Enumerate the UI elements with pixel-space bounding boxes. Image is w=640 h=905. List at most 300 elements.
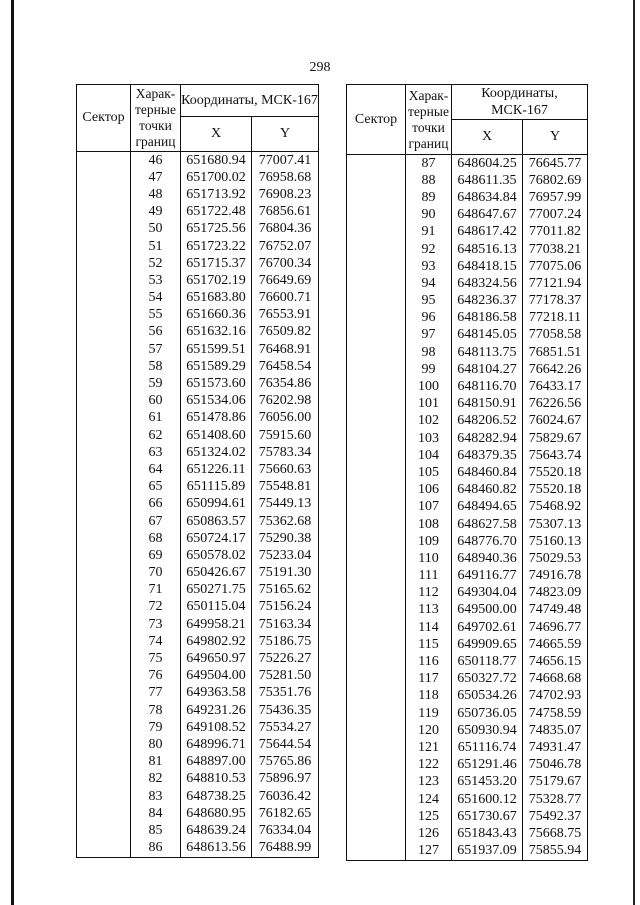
y-coordinate-cell: 75468.92	[523, 499, 588, 516]
y-coordinate-cell: 74656.15	[523, 653, 588, 670]
point-number-cell: 84	[131, 805, 181, 822]
table-row	[77, 238, 319, 255]
y-coordinate-cell: 76433.17	[523, 378, 588, 395]
coordinates-table-right	[346, 84, 588, 861]
point-number-cell: 117	[406, 671, 452, 688]
y-coordinate-cell: 74749.48	[523, 602, 588, 619]
point-number-cell: 95	[406, 293, 452, 310]
table-row	[347, 550, 588, 567]
x-coordinate-cell: 651599.51	[181, 341, 252, 358]
table-row	[77, 668, 319, 685]
x-coordinate-cell: 648379.35	[452, 447, 523, 464]
y-coordinate-cell: 76553.91	[252, 307, 319, 324]
y-coordinate-cell: 75436.35	[252, 702, 319, 719]
point-number-cell: 106	[406, 482, 452, 499]
point-number-cell: 57	[131, 341, 181, 358]
x-coordinate-cell: 651226.11	[181, 461, 252, 478]
y-coordinate-cell: 76700.34	[252, 255, 319, 272]
sector-cell	[347, 843, 406, 861]
sector-cell	[347, 705, 406, 722]
x-coordinate-cell: 648940.36	[452, 550, 523, 567]
x-coordinate-cell: 650994.61	[181, 496, 252, 513]
sector-cell	[77, 461, 131, 478]
table-row	[77, 685, 319, 702]
table-row	[347, 344, 588, 361]
x-coordinate-cell: 648104.27	[452, 361, 523, 378]
x-coordinate-cell: 648516.13	[452, 241, 523, 258]
table-row	[347, 447, 588, 464]
y-coordinate-cell: 76804.36	[252, 221, 319, 238]
table-row	[347, 241, 588, 258]
point-number-cell: 72	[131, 599, 181, 616]
point-number-cell: 93	[406, 258, 452, 275]
table-row	[347, 671, 588, 688]
sector-cell	[77, 822, 131, 839]
point-number-cell: 105	[406, 464, 452, 481]
table-row	[347, 189, 588, 206]
x-coordinate-cell: 650930.94	[452, 722, 523, 739]
y-coordinate-cell: 75156.24	[252, 599, 319, 616]
sector-cell	[77, 169, 131, 186]
x-coordinate-cell: 648776.70	[452, 533, 523, 550]
sector-cell	[347, 396, 406, 413]
x-coordinate-cell: 649958.21	[181, 616, 252, 633]
y-coordinate-cell: 76856.61	[252, 204, 319, 221]
point-number-cell: 76	[131, 668, 181, 685]
sector-cell	[77, 358, 131, 375]
point-number-cell: 92	[406, 241, 452, 258]
point-number-cell: 114	[406, 619, 452, 636]
y-coordinate-cell: 76056.00	[252, 410, 319, 427]
point-number-cell: 97	[406, 327, 452, 344]
point-number-cell: 89	[406, 189, 452, 206]
x-coordinate-cell: 648604.25	[452, 155, 523, 173]
table-body-right	[347, 155, 588, 861]
point-number-cell: 109	[406, 533, 452, 550]
sector-cell	[77, 272, 131, 289]
table-row	[77, 272, 319, 289]
point-number-cell: 123	[406, 774, 452, 791]
table-row	[347, 310, 588, 327]
boundary-points-header	[406, 85, 452, 155]
y-coordinate-cell: 75644.54	[252, 736, 319, 753]
table-row	[347, 275, 588, 292]
sector-cell	[77, 410, 131, 427]
y-coordinate-cell: 77121.94	[523, 275, 588, 292]
point-number-cell: 64	[131, 461, 181, 478]
x-coordinate-cell: 648738.25	[181, 788, 252, 805]
y-coordinate-cell: 75226.27	[252, 650, 319, 667]
x-coordinate-cell: 648282.94	[452, 430, 523, 447]
sector-cell	[347, 825, 406, 842]
sector-cell	[77, 719, 131, 736]
table-row	[77, 599, 319, 616]
table-row	[347, 843, 588, 861]
sector-cell	[347, 550, 406, 567]
sector-cell	[77, 668, 131, 685]
y-coordinate-cell: 74823.09	[523, 585, 588, 602]
point-number-cell: 90	[406, 207, 452, 224]
sector-cell	[347, 327, 406, 344]
sector-cell	[347, 189, 406, 206]
sector-cell	[77, 255, 131, 272]
y-coordinate-cell: 77007.24	[523, 207, 588, 224]
sector-cell	[347, 482, 406, 499]
sector-cell	[347, 378, 406, 395]
y-header: Y	[523, 120, 588, 155]
sector-cell	[77, 805, 131, 822]
table-row	[347, 774, 588, 791]
x-coordinate-cell: 651725.56	[181, 221, 252, 238]
sector-header: Сектор	[347, 85, 406, 155]
y-coordinate-cell: 75449.13	[252, 496, 319, 513]
y-coordinate-cell: 76908.23	[252, 186, 319, 203]
sector-cell	[77, 479, 131, 496]
point-number-cell: 99	[406, 361, 452, 378]
point-number-cell: 100	[406, 378, 452, 395]
table-row	[77, 616, 319, 633]
y-coordinate-cell: 76752.07	[252, 238, 319, 255]
x-coordinate-cell: 651589.29	[181, 358, 252, 375]
table-row	[347, 825, 588, 842]
sector-cell	[77, 444, 131, 461]
table-row	[77, 805, 319, 822]
point-number-cell: 96	[406, 310, 452, 327]
table-row	[347, 172, 588, 189]
sector-cell	[77, 186, 131, 203]
table-row	[77, 427, 319, 444]
sector-cell	[347, 653, 406, 670]
sector-cell	[77, 650, 131, 667]
y-coordinate-cell: 76024.67	[523, 413, 588, 430]
sector-cell	[77, 221, 131, 238]
boundary-points-header	[131, 85, 181, 152]
x-coordinate-cell: 651116.74	[452, 739, 523, 756]
y-coordinate-cell: 75328.77	[523, 791, 588, 808]
table-row	[77, 582, 319, 599]
table-row	[347, 327, 588, 344]
sector-cell	[77, 840, 131, 858]
table-row	[347, 602, 588, 619]
sector-cell	[347, 224, 406, 241]
table-body-left	[77, 152, 319, 858]
table-row	[77, 358, 319, 375]
sector-cell	[77, 152, 131, 170]
y-coordinate-cell: 76645.77	[523, 155, 588, 173]
table-row	[347, 413, 588, 430]
y-coordinate-cell: 75643.74	[523, 447, 588, 464]
x-coordinate-cell: 648145.05	[452, 327, 523, 344]
x-coordinate-cell: 648647.67	[452, 207, 523, 224]
point-number-cell: 78	[131, 702, 181, 719]
y-coordinate-cell: 75520.18	[523, 464, 588, 481]
x-coordinate-cell: 648150.91	[452, 396, 523, 413]
y-coordinate-cell: 76458.54	[252, 358, 319, 375]
y-coordinate-cell: 75179.67	[523, 774, 588, 791]
boundary-points-header-text: Харак-терные точки границ	[135, 86, 176, 149]
point-number-cell: 54	[131, 290, 181, 307]
table-row	[347, 585, 588, 602]
point-number-cell: 112	[406, 585, 452, 602]
y-coordinate-cell: 74665.59	[523, 636, 588, 653]
y-coordinate-cell: 75046.78	[523, 757, 588, 774]
sector-cell	[347, 293, 406, 310]
table-row	[77, 650, 319, 667]
x-coordinate-cell: 648613.56	[181, 840, 252, 858]
x-coordinate-cell: 648627.58	[452, 516, 523, 533]
sector-cell	[347, 241, 406, 258]
y-coordinate-cell: 77218.11	[523, 310, 588, 327]
x-coordinate-cell: 648494.65	[452, 499, 523, 516]
sector-cell	[347, 688, 406, 705]
point-number-cell: 73	[131, 616, 181, 633]
point-number-cell: 71	[131, 582, 181, 599]
table-row	[77, 513, 319, 530]
table-row	[77, 324, 319, 341]
y-coordinate-cell: 77178.37	[523, 293, 588, 310]
y-coordinate-cell: 76509.82	[252, 324, 319, 341]
x-coordinate-cell: 648634.84	[452, 189, 523, 206]
x-coordinate-cell: 648236.37	[452, 293, 523, 310]
y-coordinate-cell: 75362.68	[252, 513, 319, 530]
table-row	[347, 619, 588, 636]
point-number-cell: 124	[406, 791, 452, 808]
sector-cell	[77, 685, 131, 702]
y-coordinate-cell: 76642.26	[523, 361, 588, 378]
table-row	[77, 444, 319, 461]
sector-header: Сектор	[77, 85, 131, 152]
x-coordinate-cell: 651453.20	[452, 774, 523, 791]
point-number-cell: 82	[131, 771, 181, 788]
x-coordinate-cell: 650271.75	[181, 582, 252, 599]
y-coordinate-cell: 74696.77	[523, 619, 588, 636]
point-number-cell: 46	[131, 152, 181, 170]
sector-cell	[77, 393, 131, 410]
point-number-cell: 48	[131, 186, 181, 203]
sector-cell	[77, 582, 131, 599]
x-coordinate-cell: 649909.65	[452, 636, 523, 653]
y-coordinate-cell: 74835.07	[523, 722, 588, 739]
sector-cell	[77, 324, 131, 341]
table-row	[77, 702, 319, 719]
y-coordinate-cell: 74702.93	[523, 688, 588, 705]
x-coordinate-cell: 648611.35	[452, 172, 523, 189]
y-coordinate-cell: 75915.60	[252, 427, 319, 444]
table-row	[347, 224, 588, 241]
sector-cell	[347, 172, 406, 189]
table-row	[77, 393, 319, 410]
sector-cell	[347, 757, 406, 774]
x-coordinate-cell: 650863.57	[181, 513, 252, 530]
point-number-cell: 118	[406, 688, 452, 705]
x-coordinate-cell: 649108.52	[181, 719, 252, 736]
table-row	[77, 840, 319, 858]
x-coordinate-cell: 648460.82	[452, 482, 523, 499]
sector-cell	[77, 496, 131, 513]
table-row	[347, 757, 588, 774]
sector-cell	[347, 344, 406, 361]
x-coordinate-cell: 651478.86	[181, 410, 252, 427]
table-row	[347, 653, 588, 670]
point-number-cell: 127	[406, 843, 452, 861]
x-coordinate-cell: 651722.48	[181, 204, 252, 221]
sector-cell	[347, 636, 406, 653]
table-row	[77, 719, 319, 736]
point-number-cell: 87	[406, 155, 452, 173]
sector-cell	[347, 310, 406, 327]
x-coordinate-cell: 649231.26	[181, 702, 252, 719]
x-coordinate-cell: 648186.58	[452, 310, 523, 327]
table-row	[77, 341, 319, 358]
table-row	[77, 736, 319, 753]
sector-cell	[347, 722, 406, 739]
x-coordinate-cell: 649702.61	[452, 619, 523, 636]
sector-cell	[77, 204, 131, 221]
table-row	[77, 152, 319, 170]
x-coordinate-cell: 650426.67	[181, 565, 252, 582]
coordinates-header: Координаты, МСК-167	[452, 85, 588, 120]
y-coordinate-cell: 75191.30	[252, 565, 319, 582]
x-coordinate-cell: 648897.00	[181, 754, 252, 771]
table-row	[347, 293, 588, 310]
table-row	[347, 482, 588, 499]
sector-cell	[77, 375, 131, 392]
x-coordinate-cell: 651600.12	[452, 791, 523, 808]
sector-cell	[347, 413, 406, 430]
point-number-cell: 120	[406, 722, 452, 739]
y-coordinate-cell: 77038.21	[523, 241, 588, 258]
table-row	[77, 221, 319, 238]
table-row	[347, 361, 588, 378]
sector-cell	[77, 427, 131, 444]
y-coordinate-cell: 75534.27	[252, 719, 319, 736]
x-coordinate-cell: 649500.00	[452, 602, 523, 619]
point-number-cell: 79	[131, 719, 181, 736]
table-row	[77, 204, 319, 221]
x-coordinate-cell: 651115.89	[181, 479, 252, 496]
x-coordinate-cell: 649504.00	[181, 668, 252, 685]
point-number-cell: 116	[406, 653, 452, 670]
table-row	[77, 307, 319, 324]
table-row	[77, 410, 319, 427]
table-row	[77, 565, 319, 582]
page-number: 298	[309, 60, 331, 75]
y-coordinate-cell: 75492.37	[523, 808, 588, 825]
point-number-cell: 74	[131, 633, 181, 650]
y-coordinate-cell: 74931.47	[523, 739, 588, 756]
point-number-cell: 75	[131, 650, 181, 667]
point-number-cell: 49	[131, 204, 181, 221]
sector-cell	[347, 585, 406, 602]
table-row	[77, 479, 319, 496]
y-coordinate-cell: 76226.56	[523, 396, 588, 413]
table-row	[77, 547, 319, 564]
point-number-cell: 70	[131, 565, 181, 582]
point-number-cell: 104	[406, 447, 452, 464]
point-number-cell: 83	[131, 788, 181, 805]
y-coordinate-cell: 75163.34	[252, 616, 319, 633]
point-number-cell: 86	[131, 840, 181, 858]
table-row	[77, 771, 319, 788]
y-coordinate-cell: 76182.65	[252, 805, 319, 822]
table-row	[347, 722, 588, 739]
sector-cell	[347, 602, 406, 619]
x-coordinate-cell: 651573.60	[181, 375, 252, 392]
table-row	[347, 705, 588, 722]
y-coordinate-cell: 76957.99	[523, 189, 588, 206]
sector-cell	[77, 633, 131, 650]
sector-cell	[77, 530, 131, 547]
table-row	[347, 533, 588, 550]
sector-cell	[347, 739, 406, 756]
point-number-cell: 47	[131, 169, 181, 186]
x-coordinate-cell: 651700.02	[181, 169, 252, 186]
x-coordinate-cell: 650327.72	[452, 671, 523, 688]
sector-cell	[347, 619, 406, 636]
table-row	[77, 530, 319, 547]
sector-cell	[347, 258, 406, 275]
table-row	[77, 633, 319, 650]
sector-cell	[347, 499, 406, 516]
y-coordinate-cell: 75668.75	[523, 825, 588, 842]
x-coordinate-cell: 651660.36	[181, 307, 252, 324]
sector-cell	[77, 307, 131, 324]
y-coordinate-cell: 75281.50	[252, 668, 319, 685]
point-number-cell: 69	[131, 547, 181, 564]
sector-cell	[347, 774, 406, 791]
point-number-cell: 113	[406, 602, 452, 619]
point-number-cell: 66	[131, 496, 181, 513]
point-number-cell: 67	[131, 513, 181, 530]
x-coordinate-cell: 648206.52	[452, 413, 523, 430]
y-coordinate-cell: 76600.71	[252, 290, 319, 307]
table-row	[77, 255, 319, 272]
table-row	[77, 822, 319, 839]
table-row	[77, 186, 319, 203]
y-coordinate-cell: 74668.68	[523, 671, 588, 688]
y-coordinate-cell: 76468.91	[252, 341, 319, 358]
x-coordinate-cell: 651324.02	[181, 444, 252, 461]
sector-cell	[77, 238, 131, 255]
table-row	[77, 461, 319, 478]
point-number-cell: 62	[131, 427, 181, 444]
point-number-cell: 58	[131, 358, 181, 375]
sector-cell	[77, 565, 131, 582]
table-row	[347, 516, 588, 533]
point-number-cell: 122	[406, 757, 452, 774]
sector-cell	[347, 808, 406, 825]
x-coordinate-cell: 651730.67	[452, 808, 523, 825]
point-number-cell: 94	[406, 275, 452, 292]
table-row	[347, 396, 588, 413]
y-coordinate-cell: 75520.18	[523, 482, 588, 499]
y-coordinate-cell: 76036.42	[252, 788, 319, 805]
point-number-cell: 103	[406, 430, 452, 447]
y-coordinate-cell: 75233.04	[252, 547, 319, 564]
point-number-cell: 102	[406, 413, 452, 430]
x-coordinate-cell: 648418.15	[452, 258, 523, 275]
sector-cell	[347, 464, 406, 481]
y-coordinate-cell: 76202.98	[252, 393, 319, 410]
point-number-cell: 53	[131, 272, 181, 289]
table-row	[347, 430, 588, 447]
x-coordinate-cell: 649650.97	[181, 650, 252, 667]
table-row	[347, 464, 588, 481]
y-coordinate-cell: 74758.59	[523, 705, 588, 722]
point-number-cell: 55	[131, 307, 181, 324]
x-coordinate-cell: 651702.19	[181, 272, 252, 289]
sector-cell	[347, 275, 406, 292]
